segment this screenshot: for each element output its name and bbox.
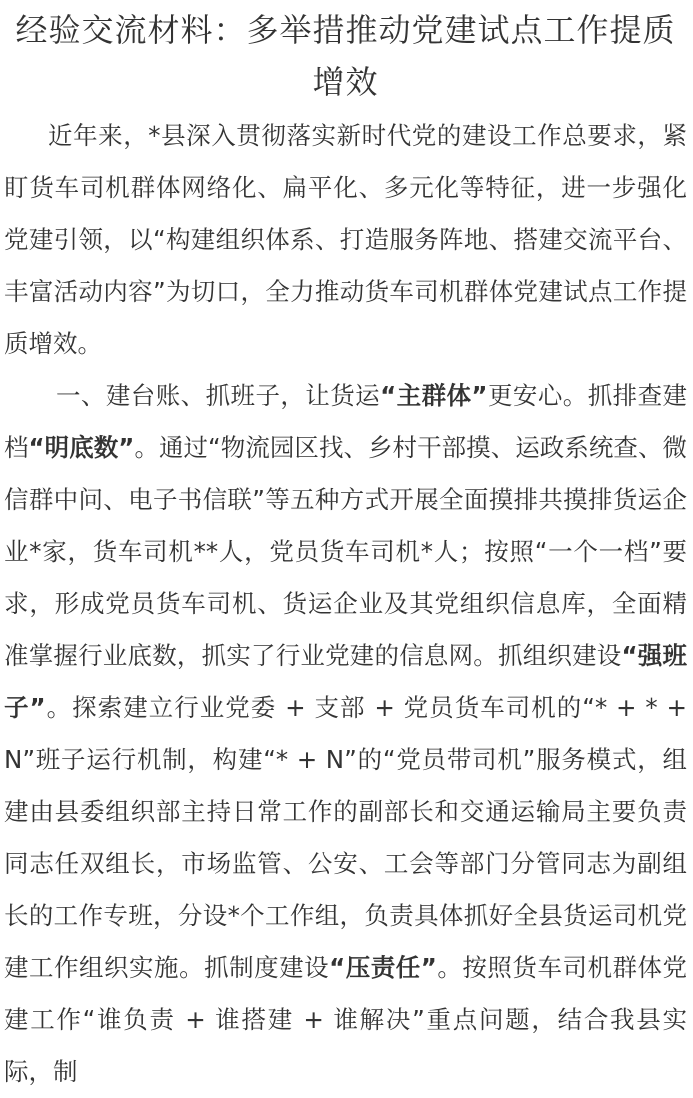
bold-phrase: “强班子” bbox=[4, 641, 688, 722]
section-one-paragraph bbox=[4, 370, 687, 1098]
text-segment: 。按照货车司机群体党建工作“谁负责 + 谁搭建 + 谁解决”重点问题，结合我县实际，制 bbox=[4, 953, 687, 1086]
text-segment: 更安心。抓排查建档 bbox=[4, 381, 687, 462]
intro-paragraph: 近年来，*县深入贯彻落实新时代党的建设工作总要求，紧盯货车司机群体网络化、扁平化、多元化等特征，进一步强化党建引领，以“构建组织体系、打造服务阵地、搭建交流平台、丰富活动内容”为切口，全力推动货车司机群体党建试点工作提质增效。 bbox=[4, 121, 687, 358]
text-segment: 。通过“物流园区找、乡村干部摸、运政系统查、微信群中问、电子书信联”等五种方式开展全面摸排共摸排货运企业*家，货车司机**人，党员货车司机*人；按照“一个一档”要求，形成党员货车司机、货运企业及其党组织信息库，全面精准掌握行业底数，抓实了行业党建的信息网。抓组织建设 bbox=[4, 433, 687, 670]
bold-phrase: “压责任” bbox=[329, 953, 437, 982]
document-title: 经验交流材料：多举措推动党建试点工作提质增效 bbox=[15, 11, 676, 101]
bold-phrase: “主群体” bbox=[380, 381, 488, 410]
text-segment: 一、建台账、抓班子，让货运 bbox=[56, 381, 381, 410]
text-segment: 。探索建立行业党委 + 支部 + 党员货车司机的“* + * + N”班子运行机制，构建“* + N”的“党员带司机”服务模式，组建由县委组织部主持日常工作的副部长和交通运输局主要负责同志任双组长，市场监管、公安、工会等部门分管同志为副组长的工作专班，分设*个工作组，负责具体抓好全县货运司机党建工作组织实施。抓制度建设 bbox=[4, 693, 687, 982]
bold-phrase: “明底数” bbox=[28, 433, 135, 462]
